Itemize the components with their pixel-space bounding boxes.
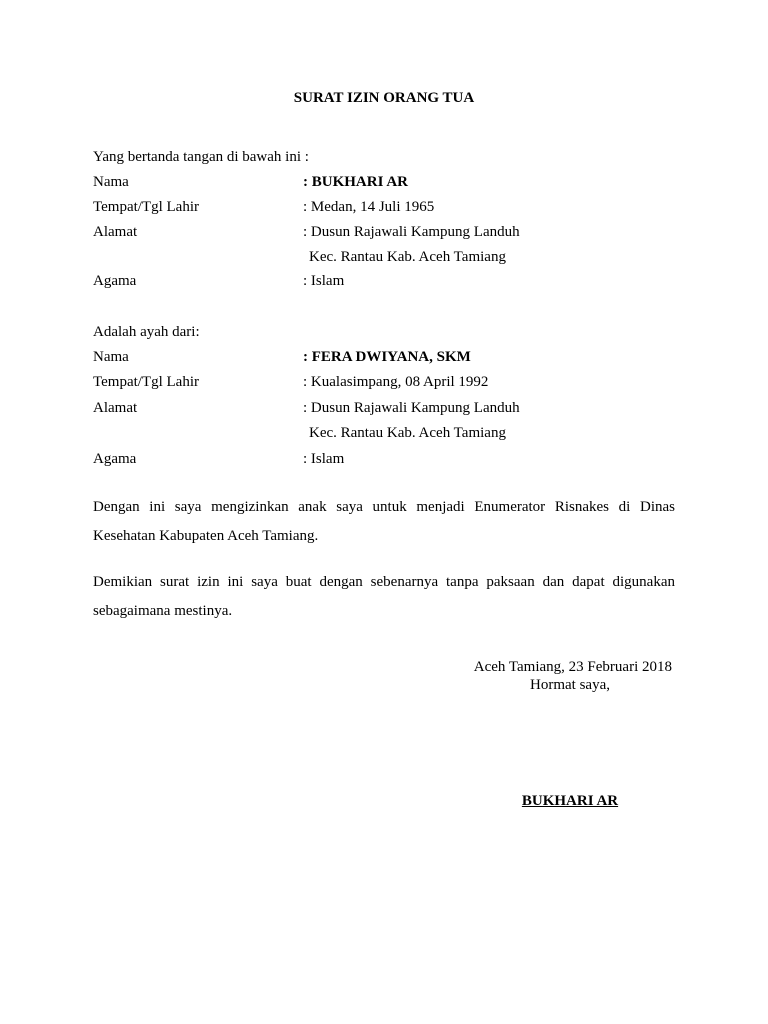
parent-name-label: Nama bbox=[93, 174, 129, 190]
parent-name-value: : BUKHARI AR bbox=[303, 174, 409, 190]
child-religion-value: : Islam bbox=[303, 451, 345, 467]
signature-place-date: Aceh Tamiang, 23 Februari 2018 bbox=[473, 659, 672, 675]
closing-paragraph: Demikian surat izin ini saya buat dengan sebenarnya tanpa paksaan dan dapat digunakan sebagaimana mestinya. bbox=[93, 574, 675, 619]
parent-address-label: Alamat bbox=[93, 224, 138, 240]
child-birth-label: Tempat/Tgl Lahir bbox=[93, 374, 199, 390]
child-birth-value: : Kualasimpang, 08 April 1992 bbox=[303, 374, 489, 390]
signature-name-text: BUKHARI AR bbox=[521, 793, 619, 809]
parent-religion-label: Agama bbox=[93, 273, 137, 289]
permission-paragraph: Dengan ini saya mengizinkan anak saya untuk menjadi Enumerator Risnakes di Dinas Kesehatan Kabupaten Aceh Tamiang. bbox=[93, 499, 675, 544]
child-religion-label: Agama bbox=[93, 451, 137, 467]
intro-text: Yang bertanda tangan di bawah ini : bbox=[93, 149, 309, 165]
child-address-value-line1: : Dusun Rajawali Kampung Landuh bbox=[303, 400, 520, 416]
signature-greeting: Hormat saya, bbox=[530, 677, 610, 693]
parent-birth-label: Tempat/Tgl Lahir bbox=[93, 199, 199, 215]
child-name-label: Nama bbox=[93, 349, 129, 365]
parent-address-value-line2: Kec. Rantau Kab. Aceh Tamiang bbox=[309, 249, 506, 265]
parent-religion-value: : Islam bbox=[303, 273, 345, 289]
parent-address-value-line1: : Dusun Rajawali Kampung Landuh bbox=[303, 224, 520, 240]
child-address-value-line2: Kec. Rantau Kab. Aceh Tamiang bbox=[309, 425, 506, 441]
child-name-value: : FERA DWIYANA, SKM bbox=[303, 349, 471, 365]
parent-birth-value: : Medan, 14 Juli 1965 bbox=[303, 199, 435, 215]
signature-name bbox=[470, 791, 670, 811]
document-title: SURAT IZIN ORANG TUA bbox=[293, 90, 475, 106]
child-address-label: Alamat bbox=[93, 400, 138, 416]
child-intro-text: Adalah ayah dari: bbox=[93, 324, 200, 340]
